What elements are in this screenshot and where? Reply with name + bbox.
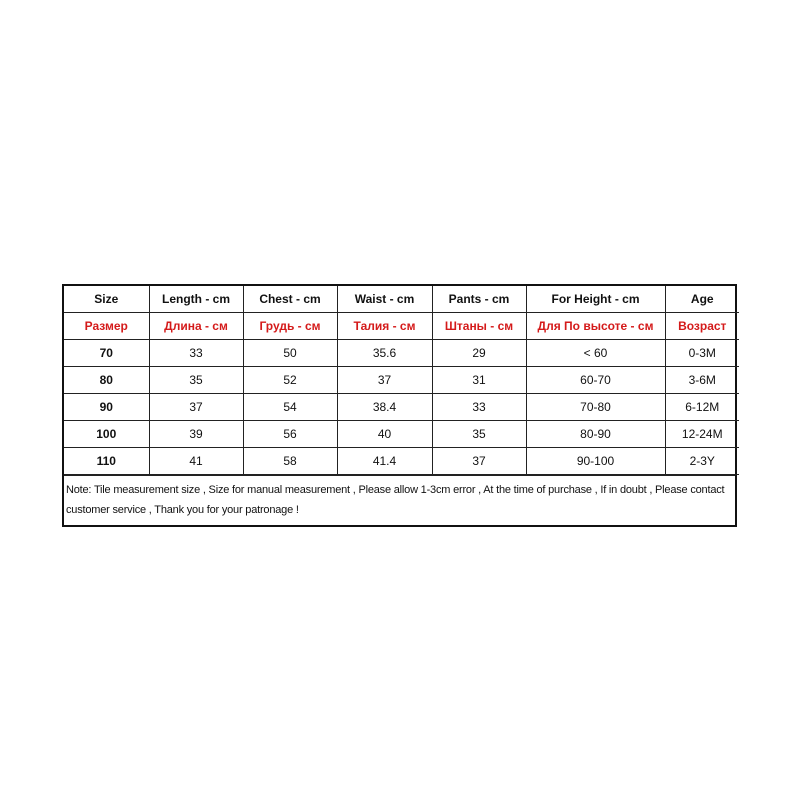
header-height-ru: Для По высоте - см bbox=[526, 313, 665, 340]
header-size: Size bbox=[64, 286, 149, 313]
pants-cell: 37 bbox=[432, 448, 526, 475]
header-length: Length - cm bbox=[149, 286, 243, 313]
size-cell: 90 bbox=[64, 394, 149, 421]
waist-cell: 35.6 bbox=[337, 340, 432, 367]
length-cell: 33 bbox=[149, 340, 243, 367]
table-row bbox=[64, 448, 739, 475]
size-cell: 100 bbox=[64, 421, 149, 448]
chest-cell: 50 bbox=[243, 340, 337, 367]
size-cell: 70 bbox=[64, 340, 149, 367]
size-cell: 80 bbox=[64, 367, 149, 394]
chest-cell: 52 bbox=[243, 367, 337, 394]
table-row bbox=[64, 340, 739, 367]
header-pants-ru: Штаны - см bbox=[432, 313, 526, 340]
age-cell: 0-3M bbox=[665, 340, 739, 367]
height-cell: 90-100 bbox=[526, 448, 665, 475]
table-row bbox=[64, 367, 739, 394]
age-cell: 12-24M bbox=[665, 421, 739, 448]
pants-cell: 33 bbox=[432, 394, 526, 421]
header-waist: Waist - cm bbox=[337, 286, 432, 313]
header-length-ru: Длина - см bbox=[149, 313, 243, 340]
height-cell: < 60 bbox=[526, 340, 665, 367]
length-cell: 41 bbox=[149, 448, 243, 475]
waist-cell: 37 bbox=[337, 367, 432, 394]
header-chest-ru: Грудь - см bbox=[243, 313, 337, 340]
header-size-ru: Размер bbox=[64, 313, 149, 340]
age-cell: 2-3Y bbox=[665, 448, 739, 475]
header-height: For Height - cm bbox=[526, 286, 665, 313]
header-pants: Pants - cm bbox=[432, 286, 526, 313]
table-row bbox=[64, 394, 739, 421]
header-row-russian bbox=[64, 313, 739, 340]
pants-cell: 35 bbox=[432, 421, 526, 448]
pants-cell: 29 bbox=[432, 340, 526, 367]
chest-cell: 58 bbox=[243, 448, 337, 475]
chest-cell: 56 bbox=[243, 421, 337, 448]
chest-cell: 54 bbox=[243, 394, 337, 421]
waist-cell: 38.4 bbox=[337, 394, 432, 421]
height-cell: 80-90 bbox=[526, 421, 665, 448]
length-cell: 35 bbox=[149, 367, 243, 394]
table-row bbox=[64, 421, 739, 448]
header-row-english bbox=[64, 286, 739, 313]
height-cell: 70-80 bbox=[526, 394, 665, 421]
pants-cell: 31 bbox=[432, 367, 526, 394]
size-chart bbox=[62, 284, 737, 527]
header-age: Age bbox=[665, 286, 739, 313]
header-waist-ru: Талия - см bbox=[337, 313, 432, 340]
header-chest: Chest - cm bbox=[243, 286, 337, 313]
header-age-ru: Возраст bbox=[665, 313, 739, 340]
measurement-note: Note: Tile measurement size , Size for manual measurement , Please allow 1-3cm error , At the time of purchase , If in doubt , Please contact customer service , Thank you for your patronage ! bbox=[64, 475, 735, 525]
length-cell: 37 bbox=[149, 394, 243, 421]
size-table bbox=[64, 286, 739, 475]
height-cell: 60-70 bbox=[526, 367, 665, 394]
length-cell: 39 bbox=[149, 421, 243, 448]
age-cell: 3-6M bbox=[665, 367, 739, 394]
waist-cell: 40 bbox=[337, 421, 432, 448]
waist-cell: 41.4 bbox=[337, 448, 432, 475]
size-cell: 110 bbox=[64, 448, 149, 475]
age-cell: 6-12M bbox=[665, 394, 739, 421]
